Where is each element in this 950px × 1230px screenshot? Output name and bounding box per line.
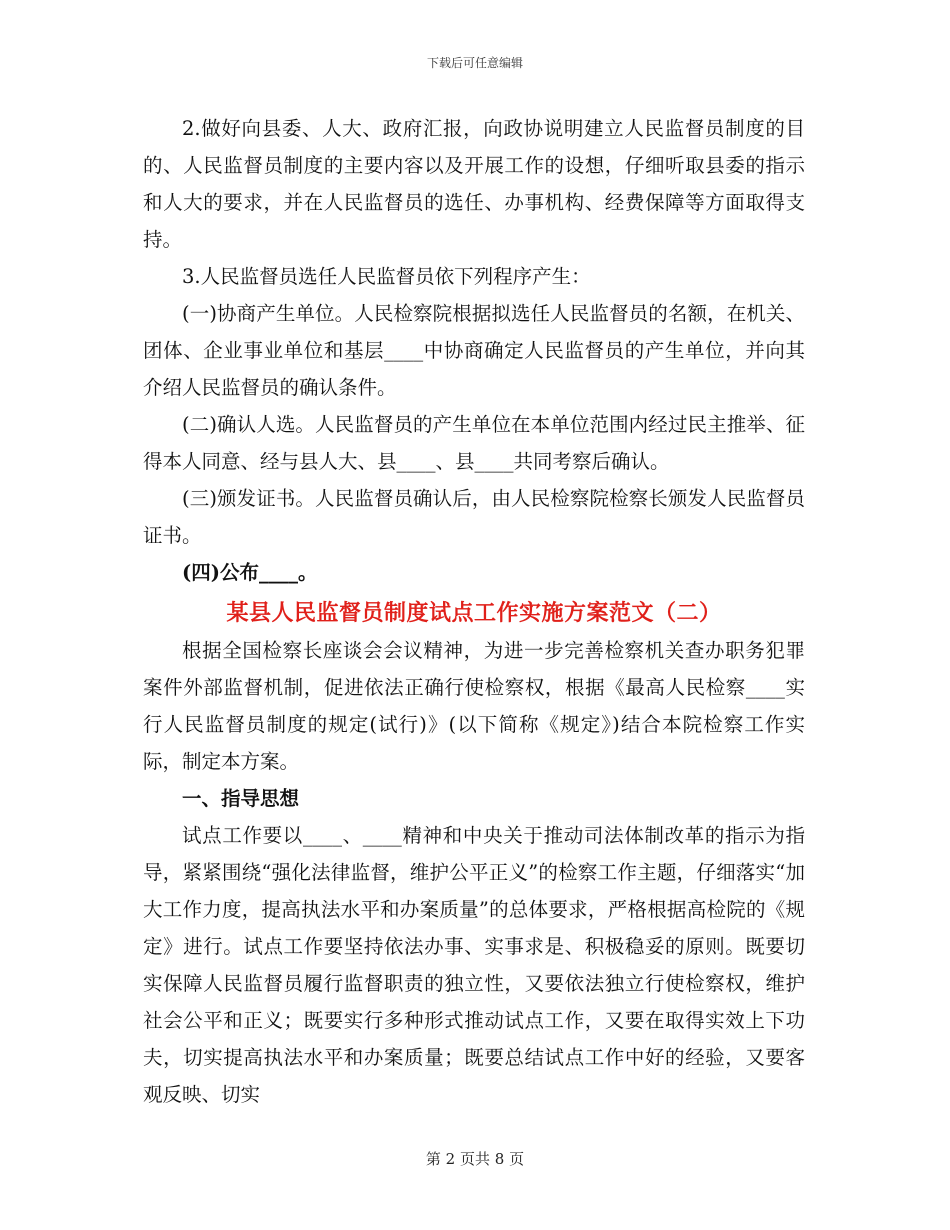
header-note: 下载后可任意编辑 <box>426 56 523 70</box>
section-title: 某县人民监督员制度试点工作实施方案范文（二） <box>226 600 722 626</box>
paragraph-step-two: (二)确认人选。人民监督员的产生单位在本单位范围内经过民主推举、征得本人同意、经与县人大、县____、县____共同考察后确认。 <box>143 413 805 473</box>
paragraph-step-one: (一)协商产生单位。人民检察院根据拟选任人民监督员的名额，在机关、团体、企业事业单位和基层____中协商确定人民监督员的产生单位，并向其介绍人民监督员的确认条件。 <box>143 302 805 399</box>
paragraph-selection-procedure: 3.人民监督员选任人民监督员依下列程序产生： <box>182 265 591 288</box>
heading-guiding-ideology: 一、指导思想 <box>182 787 300 810</box>
page-number: 第 2 页共 8 页 <box>425 1150 525 1168</box>
paragraph-intro: 根据全国检察长座谈会会议精神，为进一步完善检察机关查办职务犯罪案件外部监督机制，促进依法正确行使检察权，根据《最高人民检察____实行人民监督员制度的规定(试行)》(以下简称《规定》)结合本院检察工作实际，制定本方案。 <box>143 639 805 773</box>
document-body <box>143 110 805 1113</box>
paragraph-step-four: (四)公布____。 <box>182 561 318 584</box>
paragraph-report-to-county: 2.做好向县委、人大、政府汇报，向政协说明建立人民监督员制度的目的、人民监督员制度的主要内容以及开展工作的设想，仔细听取县委的指示和人大的要求，并在人民监督员的选任、办事机构、经费保障等方面取得支持。 <box>143 117 805 251</box>
paragraph-step-three: (三)颁发证书。人民监督员确认后，由人民检察院检察长颁发人民监督员证书。 <box>143 487 805 547</box>
paragraph-guiding-ideology: 试点工作要以____、____精神和中央关于推动司法体制改革的指示为指导，紧紧围绕“强化法律监督，维护公平正义”的检察工作主题，仔细落实“加大工作力度，提高执法水平和办案质量”的总体要求，严格根据高检院的《规定》进行。试点工作要坚持依法办事、实事求是、积极稳妥的原则。既要切实保障人民监督员履行监督职责的独立性，又要依法独立行使检察权，维护社会公平和正义；既要实行多种形式推动试点工作，又要在取得实效上下功夫，切实提高执法水平和办案质量；既要总结试点工作中好的经验，又要客观反映、切实 <box>143 824 805 1106</box>
